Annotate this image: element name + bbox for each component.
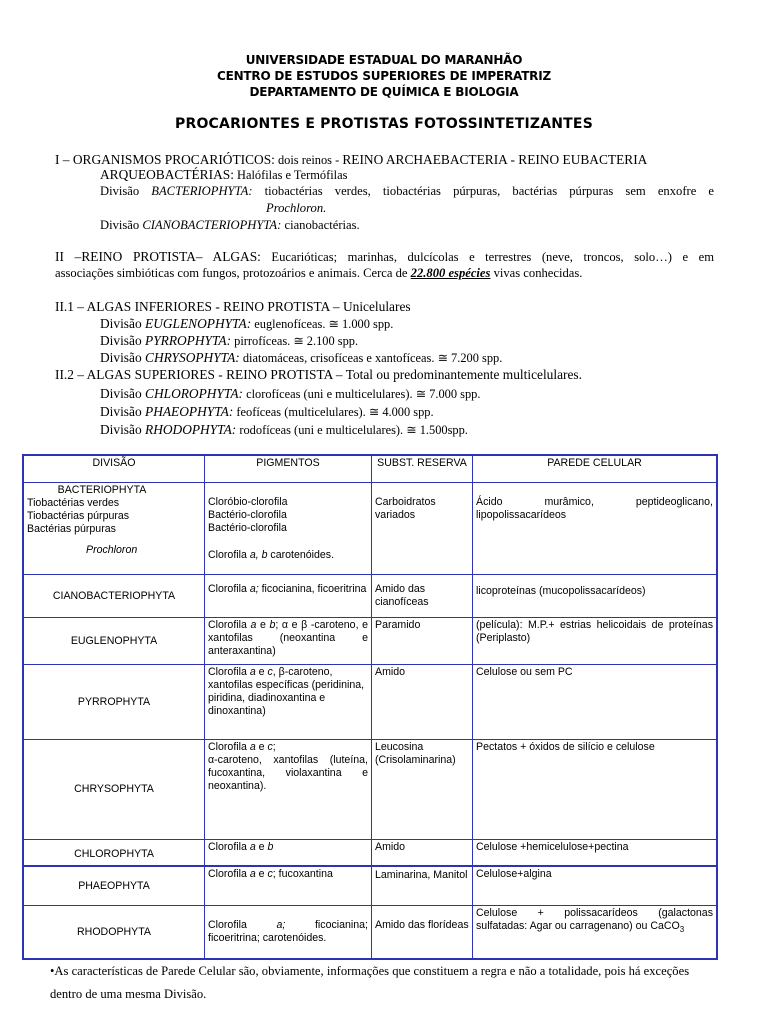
pyrrophyta-line: Divisão PYRROPHYTA: pirrofíceas. ≅ 2.100 spp. bbox=[100, 333, 359, 348]
header-parede: PAREDE CELULAR bbox=[547, 457, 642, 469]
header-pigmentos: PIGMENTOS bbox=[205, 456, 372, 482]
division-cianobacteriophyta: CIANOBACTERIOPHYTA bbox=[24, 575, 205, 617]
reserve-chrysophyta: Leucosina (Crisolaminarina) bbox=[372, 740, 473, 839]
section2-line1: II –REINO PROTISTA– ALGAS: Eucarióticas; marinhas, dulcícolas e terrestres (neve, troncos, solo…) e em bbox=[55, 249, 714, 264]
division-pyrrophyta: PYRROPHYTA bbox=[24, 665, 205, 739]
prochloron-continuation: Prochloron. bbox=[266, 201, 327, 215]
institution-header bbox=[0, 52, 768, 100]
wall-euglenophyta: (película): M.P.+ estrias helicoidais de proteínas (Periplasto) bbox=[476, 619, 713, 644]
pigment-bacterio-1: Bactério-clorofila bbox=[208, 509, 287, 521]
species-count: 22.800 espécies bbox=[410, 266, 491, 280]
table-row-pyrrophyta bbox=[24, 664, 716, 739]
pigment-bacterio-2: Bactério-clorofila bbox=[208, 522, 287, 534]
pigments-chrysophyta: Clorofila a e c; α-caroteno, xantofilas (luteína, fucoxantina, violaxantina e neoxantina). bbox=[205, 740, 372, 839]
header-divisao: DIVISÃO bbox=[24, 456, 205, 482]
division-rhodophyta: RHODOPHYTA bbox=[24, 906, 205, 958]
phaeophyta-line: Divisão PHAEOPHYTA: feofíceas (multicelulares). ≅ 4.000 spp. bbox=[100, 404, 434, 419]
table-row-rhodophyta bbox=[24, 905, 716, 958]
reserve-pyrrophyta: Amido bbox=[372, 665, 473, 739]
subgroup-bacterias-purpuras: Bactérias púrpuras bbox=[27, 523, 116, 535]
table-row-chrysophyta bbox=[24, 739, 716, 839]
section2-line2: associações simbióticas com fungos, protozoários e animais. Cerca de 22.800 espécies vivas conhecidas. bbox=[55, 266, 583, 280]
subgroup-tiobacterias-purpuras: Tiobactérias púrpuras bbox=[27, 510, 130, 522]
table-header-row bbox=[24, 456, 716, 482]
reserve-bacteriophyta: Carboidratos variados bbox=[372, 483, 473, 574]
wall-rhodophyta: Celulose + polissacarídeos (galactonas sulfatadas: Agar ou carragenano) ou CaCO$_3$ bbox=[476, 907, 713, 935]
pigments-cianobacteriophyta: Clorofila a; ficocianina, ficoeritrina bbox=[205, 575, 372, 617]
rhodophyta-line: Divisão RHODOPHYTA: rodofíceas (uni e multicelulares). ≅ 1.500spp. bbox=[100, 422, 468, 437]
bacteriophyta-line: Divisão BACTERIOPHYTA: tiobactérias verdes, tiobactérias púrpuras, bactérias púrpuras sem enxofre e bbox=[100, 184, 714, 198]
chrysophyta-line: Divisão CHRYSOPHYTA: diatomáceas, crisofíceas e xantofíceas. ≅ 7.200 spp. bbox=[100, 350, 503, 365]
division-bacteriophyta: BACTERIOPHYTA bbox=[57, 484, 147, 496]
bullet-icon: • bbox=[50, 964, 55, 978]
pigments-pyrrophyta: Clorofila a e c, β-caroteno, xantofilas específicas (peridinina, piridina, diadinoxantina e dinoxantina) bbox=[205, 665, 372, 739]
reserve-euglenophyta: Paramido bbox=[372, 618, 473, 664]
cianobacteriophyta-line: Divisão CIANOBACTERIOPHYTA: cianobactérias. bbox=[100, 218, 360, 232]
euglenophyta-line: Divisão EUGLENOPHYTA: euglenofíceas. ≅ 1.000 spp. bbox=[100, 316, 394, 331]
reserve-rhodophyta: Amido das florídeas bbox=[372, 906, 473, 958]
division-chrysophyta: CHRYSOPHYTA bbox=[24, 740, 205, 839]
pigments-phaeophyta: Clorofila a e c; fucoxantina bbox=[205, 867, 372, 905]
wall-pyrrophyta: Celulose ou sem PC bbox=[476, 666, 573, 678]
chlorophyta-line: Divisão CHLOROPHYTA: clorofíceas (uni e multicelulares). ≅ 7.000 spp. bbox=[100, 386, 481, 401]
pigments-euglenophyta: Clorofila a e b; α e β -caroteno, e xantofilas (neoxantina e anteraxantina) bbox=[205, 618, 372, 664]
header-reserva: SUBST. RESERVA bbox=[372, 456, 473, 482]
center-name: CENTRO DE ESTUDOS SUPERIORES DE IMPERATRIZ bbox=[216, 69, 551, 83]
arqueobacterias-line: ARQUEOBACTÉRIAS: Halófilas e Termófilas bbox=[100, 167, 348, 182]
subgroup-tiobacterias-verdes: Tiobactérias verdes bbox=[27, 497, 120, 509]
table-row-phaeophyta bbox=[24, 865, 716, 905]
table-row-bacteriophyta bbox=[24, 482, 716, 574]
division-euglenophyta: EUGLENOPHYTA bbox=[24, 618, 205, 664]
wall-bacteriophyta: Ácido murâmico, peptideoglicano, lipopolissacarídeos bbox=[476, 496, 713, 521]
division-phaeophyta: PHAEOPHYTA bbox=[24, 867, 205, 905]
pigment-prochloron: Clorofila a, b carotenóides. bbox=[208, 549, 335, 561]
divisions-table bbox=[22, 454, 718, 960]
wall-chrysophyta: Pectatos + óxidos de silício e celulose bbox=[476, 741, 655, 753]
reserve-cianobacteriophyta: Amido das cianofíceas bbox=[372, 575, 473, 617]
table-row-euglenophyta bbox=[24, 617, 716, 664]
pigments-rhodophyta: Clorofila a; ficocianina; ficoeritrina; carotenóides. bbox=[205, 906, 372, 958]
footnote-text: As características de Parede Celular são, obviamente, informações que constituem a regra e não a totalidade, pois há exceções dentro de uma mesma Divisão. bbox=[50, 964, 690, 1001]
document-title: PROCARIONTES E PROTISTAS FOTOSSINTETIZANTES bbox=[175, 116, 593, 132]
footnote bbox=[50, 960, 720, 1006]
university-name: UNIVERSIDADE ESTADUAL DO MARANHÃO bbox=[245, 53, 523, 67]
section21-heading: II.1 – ALGAS INFERIORES - REINO PROTISTA – Unicelulares bbox=[55, 299, 411, 314]
section22-heading: II.2 – ALGAS SUPERIORES - REINO PROTISTA – Total ou predominantemente multicelulares. bbox=[55, 367, 582, 382]
pigment-clorobio: Cloróbio-clorofila bbox=[208, 496, 288, 508]
wall-phaeophyta: Celulose+algina bbox=[476, 868, 552, 880]
wall-chlorophyta: Celulose +hemicelulose+pectina bbox=[476, 841, 629, 853]
section1-heading: I – ORGANISMOS PROCARIÓTICOS: dois reinos - REINO ARCHAEBACTERIA - REINO EUBACTERIA bbox=[55, 152, 648, 167]
division-chlorophyta: CHLOROPHYTA bbox=[24, 840, 205, 865]
reserve-phaeophyta: Laminarina, Manitol bbox=[372, 867, 473, 905]
table-row-cianobacteriophyta bbox=[24, 574, 716, 617]
table-row-chlorophyta bbox=[24, 839, 716, 865]
pigments-chlorophyta: Clorofila a e b bbox=[205, 840, 372, 865]
reserve-chlorophyta: Amido bbox=[372, 840, 473, 865]
department-name: DEPARTAMENTO DE QUÍMICA E BIOLOGIA bbox=[249, 85, 519, 99]
subgroup-prochloron: Prochloron bbox=[86, 544, 138, 556]
wall-cianobacteriophyta: licoproteínas (mucopolissacarídeos) bbox=[476, 585, 646, 597]
